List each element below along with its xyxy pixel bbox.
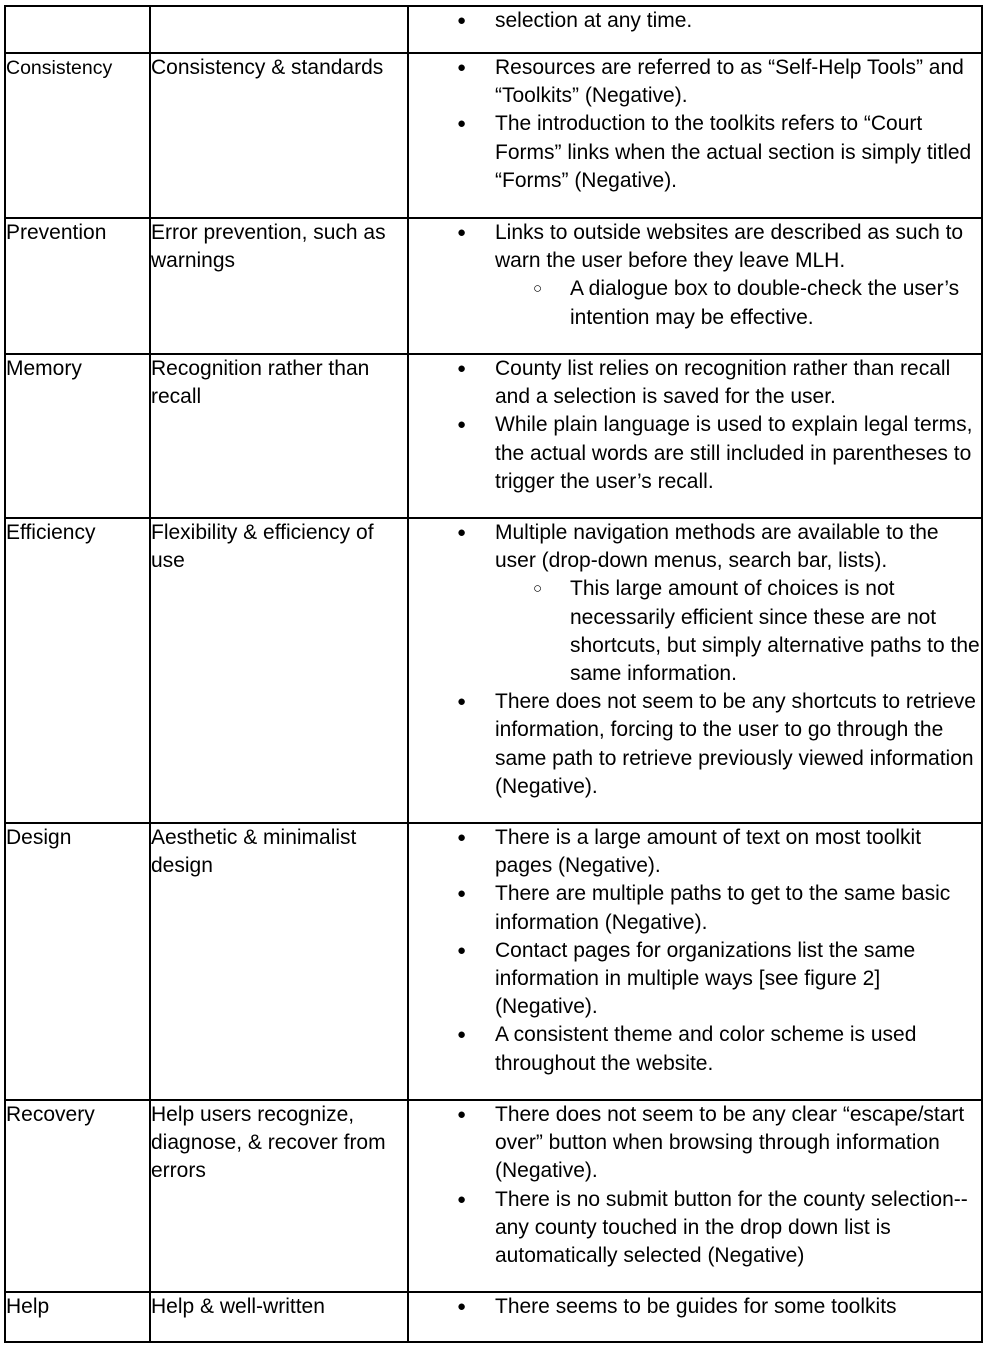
sub-notes-list bbox=[495, 275, 981, 331]
note-text: There is a large amount of text on most toolkit pages (Negative). bbox=[495, 826, 922, 878]
notes-cell bbox=[408, 518, 982, 823]
heuristic-evaluation-table bbox=[4, 5, 983, 1343]
sub-note-bullet: ○ A dialogue box to double-check the user’s intention may be effective. bbox=[495, 275, 981, 331]
notes-cell bbox=[408, 6, 982, 53]
note-text: A consistent theme and color scheme is used throughout the website. bbox=[495, 1023, 917, 1075]
table-row bbox=[5, 823, 982, 1100]
notes-list bbox=[409, 355, 981, 496]
note-bullet bbox=[409, 1293, 981, 1321]
note-text: There is no submit button for the county selection--any county touched in the drop down list is automatically selected (Negative) bbox=[495, 1187, 968, 1268]
note-bullet bbox=[409, 1101, 981, 1186]
notes-cell bbox=[408, 1100, 982, 1292]
note-text: County list relies on recognition rather than recall and a selection is saved for the user. bbox=[495, 357, 951, 409]
table-row bbox=[5, 354, 982, 518]
sub-note-bullet: ○ This large amount of choices is not necessarily efficient since these are not shortcuts, but simply alternative paths to the same information. bbox=[495, 575, 981, 688]
note-bullet bbox=[409, 110, 981, 195]
description-cell: Error prevention, such as warnings bbox=[150, 218, 408, 354]
note-bullet bbox=[409, 54, 981, 110]
description-cell: Help & well-written bbox=[150, 1292, 408, 1342]
heuristic-cell: Prevention bbox=[5, 218, 150, 354]
note-bullet bbox=[409, 880, 981, 936]
notes-cell bbox=[408, 1292, 982, 1342]
note-bullet bbox=[409, 688, 981, 801]
heuristic-cell: Consistency bbox=[5, 53, 150, 218]
description-cell: Recognition rather than recall bbox=[150, 354, 408, 518]
heuristic-cell: Efficiency bbox=[5, 518, 150, 823]
note-text: selection at any time. bbox=[495, 9, 693, 32]
note-continuation bbox=[409, 7, 981, 35]
description-cell: Aesthetic & minimalist design bbox=[150, 823, 408, 1100]
note-bullet bbox=[409, 937, 981, 1022]
note-text: Resources are referred to as “Self-Help Tools” and “Toolkits” (Negative). bbox=[495, 56, 964, 108]
notes-list bbox=[409, 7, 981, 35]
note-text: Links to outside websites are described as such to warn the user before they leave MLH. bbox=[495, 221, 964, 273]
note-text: While plain language is used to explain legal terms, the actual words are still included in parentheses to trigger the user’s recall. bbox=[495, 413, 973, 493]
heuristic-cell: Design bbox=[5, 823, 150, 1100]
note-text: There does not seem to be any shortcuts to retrieve information, forcing to the user to go through the same path to retrieve previously viewed information (Negative). bbox=[495, 690, 976, 798]
notes-list bbox=[409, 824, 981, 1078]
note-bullet bbox=[409, 1186, 981, 1271]
notes-cell bbox=[408, 823, 982, 1100]
note-bullet bbox=[409, 219, 981, 332]
note-text: There are multiple paths to get to the same basic information (Negative). bbox=[495, 882, 951, 934]
description-cell: Help users recognize, diagnose, & recover from errors bbox=[150, 1100, 408, 1292]
table-row bbox=[5, 218, 982, 354]
note-bullet bbox=[409, 411, 981, 496]
table-row bbox=[5, 1292, 982, 1342]
notes-cell bbox=[408, 53, 982, 218]
sub-notes-list bbox=[495, 575, 981, 688]
notes-list bbox=[409, 1101, 981, 1270]
note-text: There seems to be guides for some toolkits bbox=[495, 1295, 897, 1318]
notes-cell bbox=[408, 218, 982, 354]
notes-list bbox=[409, 519, 981, 801]
heuristic-cell: Help bbox=[5, 1292, 150, 1342]
note-bullet bbox=[409, 1021, 981, 1077]
notes-list bbox=[409, 1293, 981, 1321]
note-text: The introduction to the toolkits refers to “Court Forms” links when the actual section is simply titled “Forms” (Negative). bbox=[495, 112, 972, 192]
notes-list bbox=[409, 219, 981, 332]
note-text: There does not seem to be any clear “escape/start over” button when browsing through information (Negative). bbox=[495, 1103, 965, 1183]
note-bullet bbox=[409, 824, 981, 880]
description-cell: Consistency & standards bbox=[150, 53, 408, 218]
table-row bbox=[5, 6, 982, 53]
note-text: Multiple navigation methods are available to the user (drop-down menus, search bar, lists). bbox=[495, 521, 939, 573]
heuristic-cell: Memory bbox=[5, 354, 150, 518]
note-bullet bbox=[409, 355, 981, 411]
note-text: Contact pages for organizations list the same information in multiple ways [see figure 2] (Negative). bbox=[495, 938, 916, 1019]
table-row bbox=[5, 518, 982, 823]
description-cell: Flexibility & efficiency of use bbox=[150, 518, 408, 823]
notes-cell bbox=[408, 354, 982, 518]
table-row bbox=[5, 1100, 982, 1292]
notes-list bbox=[409, 54, 981, 195]
heuristic-cell: Recovery bbox=[5, 1100, 150, 1292]
table-row bbox=[5, 53, 982, 218]
heuristic-cell bbox=[5, 6, 150, 53]
note-bullet bbox=[409, 519, 981, 688]
description-cell bbox=[150, 6, 408, 53]
table-body bbox=[5, 6, 982, 1342]
